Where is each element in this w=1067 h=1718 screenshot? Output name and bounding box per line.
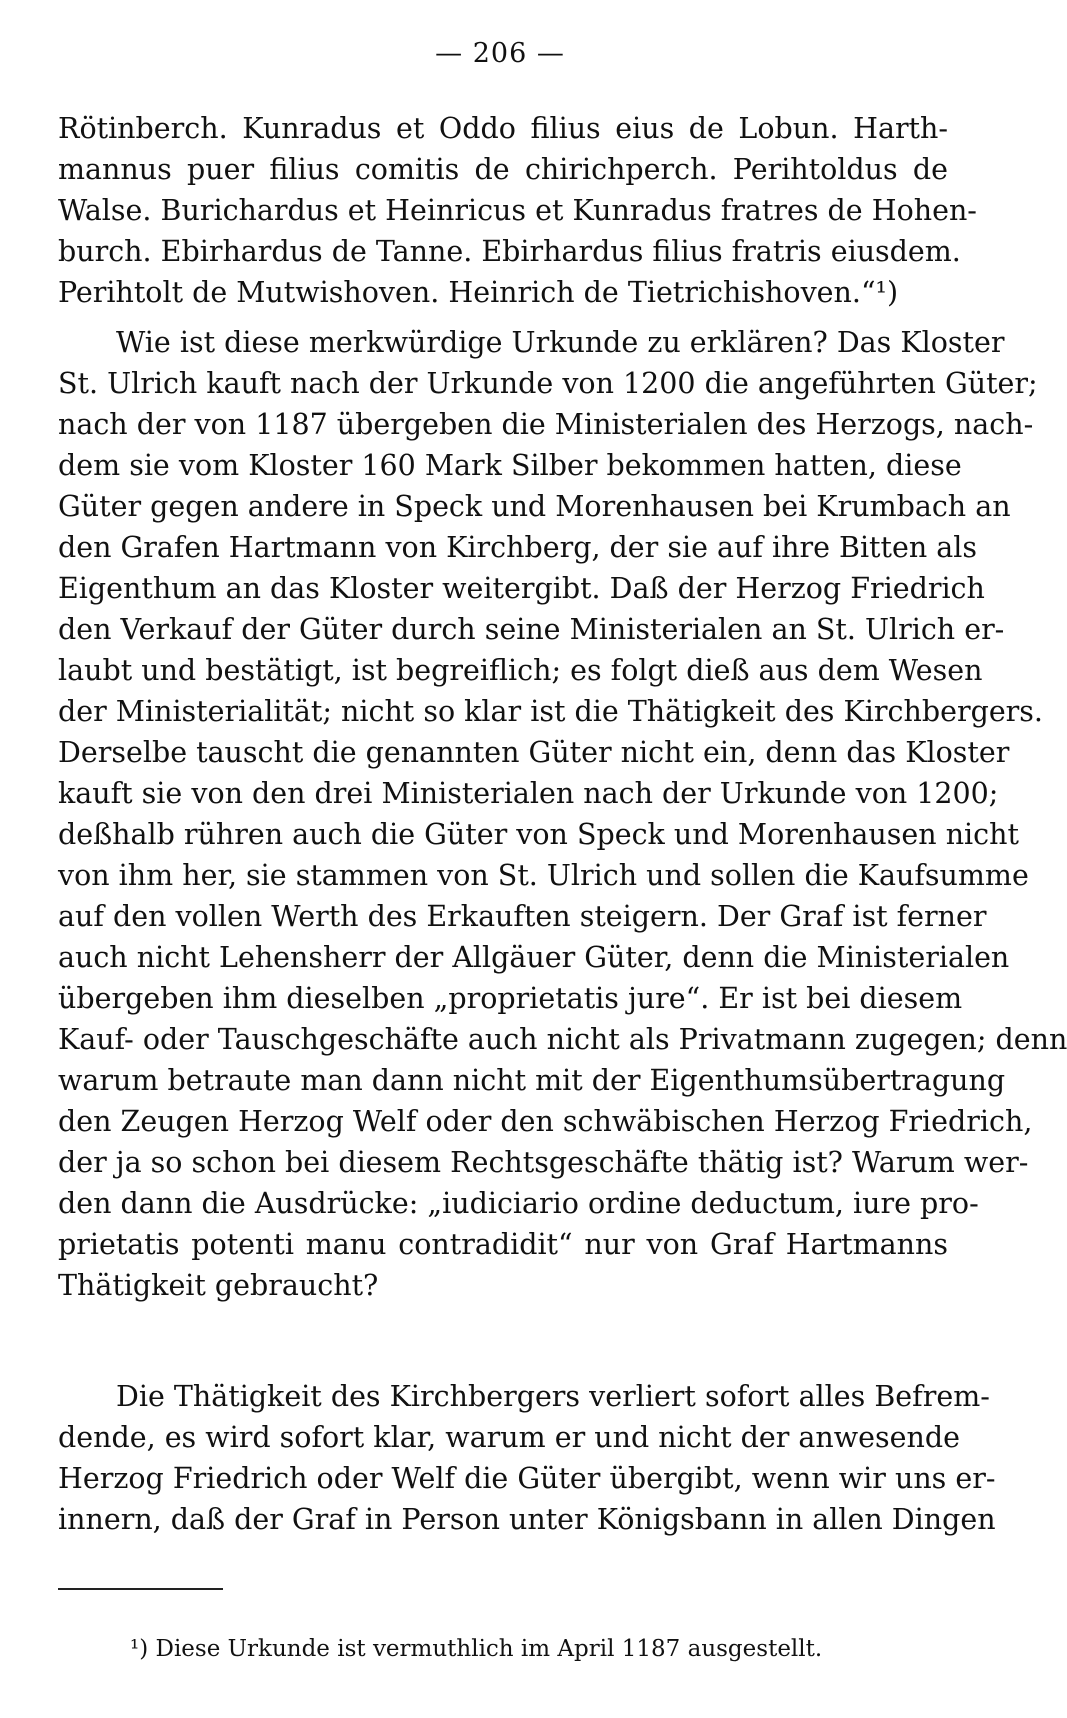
text-line: den Grafen Hartmann von Kirchberg, der sie auf ihre Bitten als [58, 531, 977, 564]
text-line: Wie ist diese merkwürdige Urkunde zu erklären? Das Kloster [116, 326, 1005, 359]
text-line: übergeben ihm dieselben „proprietatis jure“. Er ist bei diesem [58, 982, 963, 1015]
text-line: Kauf- oder Tauschgeschäfte auch nicht als Privatmann zugegen; denn [58, 1023, 1067, 1056]
text-line: Perihtolt de Mutwishoven. Heinrich de Tietrichishoven.“¹) [58, 276, 899, 309]
text-line: burch. Ebirhardus de Tanne. Ebirhardus filius fratris eiusdem. [58, 235, 961, 268]
text-line: nach der von 1187 übergeben die Ministerialen des Herzogs, nach- [58, 408, 1034, 441]
text-line: dende, es wird sofort klar, warum er und nicht der anwesende [58, 1421, 960, 1454]
text-line: warum betraute man dann nicht mit der Eigenthumsübertragung [58, 1064, 1006, 1097]
footnote: ¹) Diese Urkunde ist vermuthlich im April 1187 ausgestellt. [130, 1636, 823, 1662]
text-line: den Zeugen Herzog Welf oder den schwäbischen Herzog Friedrich, [58, 1105, 1033, 1138]
text-line: Thätigkeit gebraucht? [58, 1269, 379, 1302]
text-line: kauft sie von den drei Ministerialen nach der Urkunde von 1200; [58, 777, 999, 810]
text-line: deßhalb rühren auch die Güter von Speck und Morenhausen nicht [58, 818, 1019, 851]
text-line: der ja so schon bei diesem Rechtsgeschäfte thätig ist? Warum wer- [58, 1146, 1029, 1179]
text-line: St. Ulrich kauft nach der Urkunde von 1200 die angeführten Güter; [58, 367, 1038, 400]
text-line: mannus puer filius comitis de chirichperch. Perihtoldus de [58, 153, 948, 186]
paragraph-explanation [58, 1376, 996, 1540]
text-line: dem sie vom Kloster 160 Mark Silber bekommen hatten, diese [58, 449, 962, 482]
text-line: von ihm her, sie stammen von St. Ulrich und sollen die Kaufsumme [58, 859, 1029, 892]
text-line: den dann die Ausdrücke: „iudiciario ordine deductum, iure pro- [58, 1187, 979, 1220]
text-line: auch nicht Lehensherr der Allgäuer Güter, denn die Ministerialen [58, 941, 1010, 974]
text-line: Güter gegen andere in Speck und Morenhausen bei Krumbach an [58, 490, 1011, 523]
text-line: Herzog Friedrich oder Welf die Güter übergibt, wenn wir uns er- [58, 1462, 996, 1495]
paragraph-question [58, 322, 1067, 1306]
text-line: prietatis potenti manu contradidit“ nur von Graf Hartmanns [58, 1228, 948, 1261]
text-line: innern, daß der Graf in Person unter Königsbann in allen Dingen [58, 1503, 996, 1536]
text-line: den Verkauf der Güter durch seine Ministerialen an St. Ulrich er- [58, 613, 1005, 646]
text-line: laubt und bestätigt, ist begreiflich; es folgt dieß aus dem Wesen [58, 654, 983, 687]
paragraph-witness-list [58, 108, 977, 313]
text-line: auf den vollen Werth des Erkauften steigern. Der Graf ist ferner [58, 900, 987, 933]
page-number-header: — 206 — [435, 38, 565, 69]
text-line: Walse. Burichardus et Heinricus et Kunradus fratres de Hohen- [58, 194, 977, 227]
footnote-divider [58, 1588, 223, 1590]
text-line: Derselbe tauscht die genannten Güter nicht ein, denn das Kloster [58, 736, 1010, 769]
text-line: Die Thätigkeit des Kirchbergers verliert sofort alles Befrem- [116, 1380, 990, 1413]
text-line: Rötinberch. Kunradus et Oddo filius eius de Lobun. Harth- [58, 112, 948, 145]
text-line: Eigenthum an das Kloster weitergibt. Daß der Herzog Friedrich [58, 572, 985, 605]
text-line: der Ministerialität; nicht so klar ist die Thätigkeit des Kirchbergers. [58, 695, 1043, 728]
